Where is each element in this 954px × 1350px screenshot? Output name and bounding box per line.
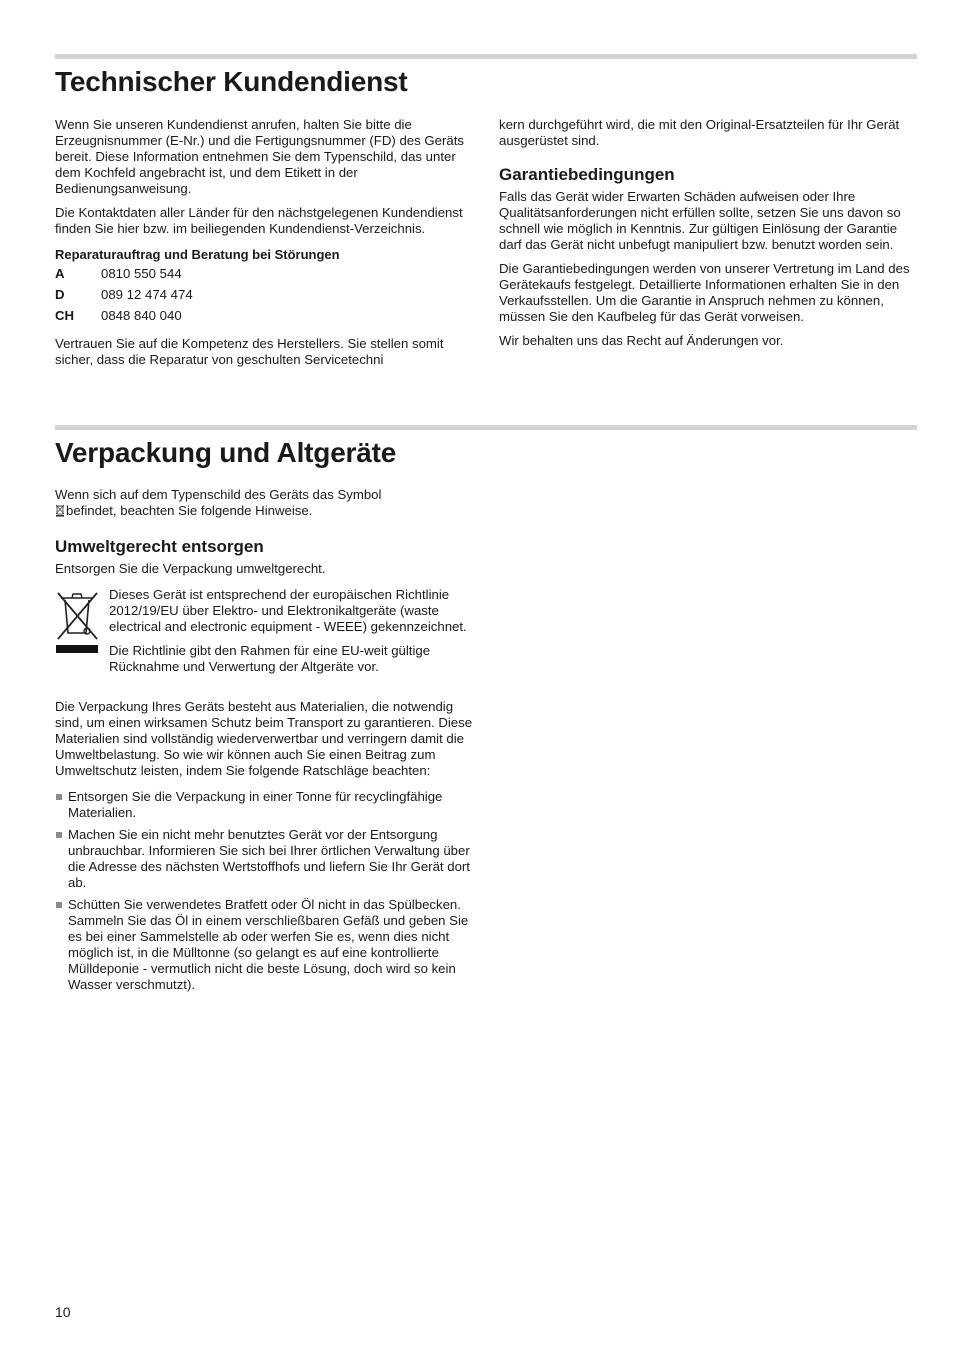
intro-text-a: Wenn sich auf dem Typenschild des Geräts das Symbol <box>55 487 382 502</box>
service-paragraph-2: Die Kontaktdaten aller Länder für den nächstgelegenen Kundendienst finden Sie hier bzw. im beiliegenden Kundendienst-Verzeichnis. <box>55 205 463 236</box>
guarantee-heading: Garantiebedingungen <box>499 165 675 184</box>
disposal-heading: Umweltgerecht entsorgen <box>55 537 264 556</box>
left-column-service <box>55 117 473 376</box>
weee-paragraph-1: Dieses Gerät ist entsprechend der europäischen Richtlinie 2012/19/EU über Elektro- und Elektronikaltgeräte (waste electrical and electronic equipment - WEEE) gekennzeichnet. <box>109 587 467 634</box>
intro-text-b: befindet, beachten Sie folgende Hinweise. <box>66 503 313 518</box>
page-number: 10 <box>55 1304 71 1320</box>
phone-list <box>55 266 473 324</box>
section-divider <box>55 54 917 59</box>
list-item: Machen Sie ein nicht mehr benutztes Gerät vor der Entsorgung unbrauchbar. Informieren Sie sich bei Ihrer örtlichen Verwaltung über die Adresse des nächsten Wertstoffhofs und liefern Sie Ihr Gerät dort ab. <box>55 827 473 891</box>
weee-icon-container <box>55 587 109 683</box>
weee-block <box>55 587 473 683</box>
phone-row-switzerland <box>55 308 473 324</box>
crossed-out-bin-icon <box>55 589 101 655</box>
phone-number: 089 12 474 474 <box>101 287 193 302</box>
weee-paragraph-2: Die Richtlinie gibt den Rahmen für eine EU-weit gültige Rücknahme und Verwertung der Altgeräte vor. <box>109 643 431 674</box>
guarantee-paragraph-2: Die Garantiebedingungen werden von unserer Vertretung im Land des Gerätekaufs festgelegt. Detaillierte Informationen erhalten Sie in den Verkaufsstellen. Um die Garantie in Anspruch nehmen zu können, müssen Sie den Kaufbeleg für das Gerät vorweisen. <box>499 261 910 324</box>
packaging-paragraph: Die Verpackung Ihres Geräts besteht aus Materialien, die notwendig sind, um einen wirksamen Schutz beim Transport zu garantieren. Diese Materialien sind vollständig wiederverwertbar und verringern damit die Umweltbelastung. So wie wir können auch Sie einen Beitrag zum Umweltschutz leisten, indem Sie folgende Ratschläge beachten: <box>55 699 473 778</box>
repair-heading: Reparaturauftrag und Beratung bei Störungen <box>55 247 340 262</box>
service-paragraph-1: Wenn Sie unseren Kundendienst anrufen, halten Sie bitte die Erzeugnisnummer (E-Nr.) und die Fertigungsnummer (FD) des Geräts bereit. Diese Information entnehmen Sie dem Typenschild, das unter dem Kochfeld angebracht ist, und dem Etikett in der Bedienungsanweisung. <box>55 117 464 196</box>
service-paragraph-3-continued: kern durchgeführt wird, die mit den Original-Ersatzteilen für Ihr Gerät ausgerüstet sind. <box>499 117 900 148</box>
phone-number: 0810 550 544 <box>101 266 182 281</box>
section-title: Verpackung und Altgeräte <box>55 437 397 468</box>
country-code: D <box>55 287 65 302</box>
section-customer-service <box>55 54 917 99</box>
list-item: Entsorgen Sie die Verpackung in einer Tonne für recyclingfähige Materialien. <box>55 789 473 821</box>
guarantee-paragraph-3: Wir behalten uns das Recht auf Änderungen vor. <box>499 333 784 348</box>
packaging-intro <box>55 487 473 519</box>
guarantee-paragraph-1: Falls das Gerät wider Erwarten Schäden aufweisen oder Ihre Qualitätsanforderungen nicht erfüllen sollte, setzen Sie uns davon so schnell wie möglich in Kenntnis. Zur gültigen Einlösung der Garantie darf das Gerät nicht unbefugt manipuliert bzw. benutzt worden sein. <box>499 189 901 252</box>
section-title: Technischer Kundendienst <box>55 66 408 97</box>
phone-row-germany <box>55 287 473 303</box>
disposal-paragraph: Entsorgen Sie die Verpackung umweltgerecht. <box>55 561 326 576</box>
phone-number: 0848 840 040 <box>101 308 182 323</box>
country-code: A <box>55 266 65 281</box>
phone-row-austria <box>55 266 473 282</box>
advice-list <box>55 789 473 993</box>
weee-text <box>109 587 473 683</box>
list-item: Schütten Sie verwendetes Bratfett oder Öl nicht in das Spülbecken. Sammeln Sie das Öl in einem verschließbaren Gefäß und geben Sie es bei einer Sammelstelle ab oder werfen Sie es, wenn dies nicht möglich ist, in die Mülltonne (so gelangt es auf eine kontrollierte Mülldeponie - vermutlich nicht die beste Lösung, doch wird so kein Wasser verschmutzt). <box>55 897 473 993</box>
right-column-service <box>499 117 917 357</box>
left-column-packaging <box>55 487 473 999</box>
service-paragraph-3: Vertrauen Sie auf die Kompetenz des Herstellers. Sie stellen somit sicher, dass die Reparatur von geschulten Servicetechni <box>55 336 444 367</box>
weee-small-icon <box>55 504 65 517</box>
section-packaging <box>55 425 917 470</box>
country-code: CH <box>55 308 75 323</box>
section-divider <box>55 425 917 430</box>
